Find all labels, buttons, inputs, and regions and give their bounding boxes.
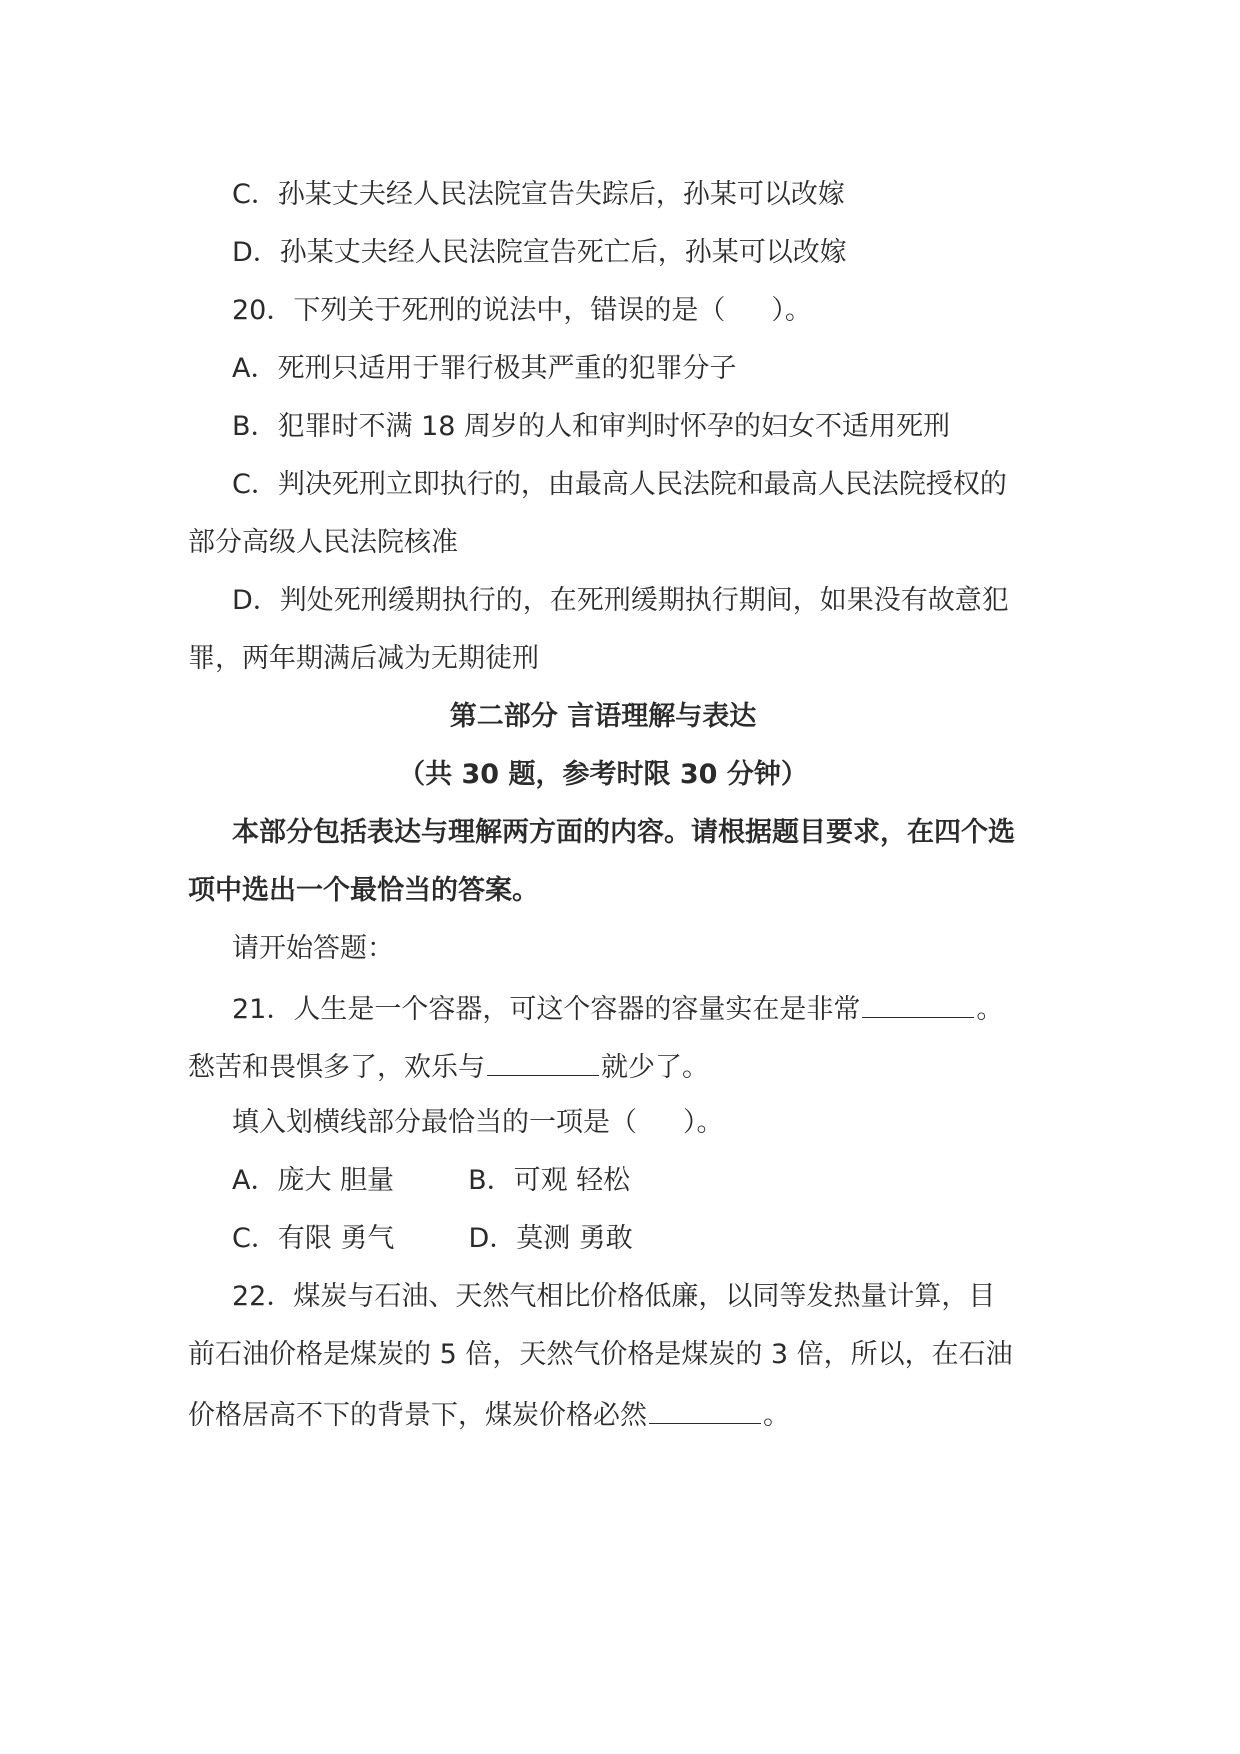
q21-stem-end: 就少了。 xyxy=(601,1052,709,1083)
section-subtitle: （共 30 题，参考时限 30 分钟） xyxy=(398,759,808,790)
section-intro-line2: 项中选出一个最恰当的答案。 xyxy=(188,875,539,906)
q20-option-c-line2: 部分高级人民法院核准 xyxy=(188,527,458,558)
q20-option-c-line1: C．判决死刑立即执行的，由最高人民法院和最高人民法院授权的 xyxy=(232,469,1007,500)
q22-stem-line2: 前石油价格是煤炭的 5 倍，天然气价格是煤炭的 3 倍，所以，在石油 xyxy=(188,1339,1013,1370)
q20-option-d-line1: D．判处死刑缓期执行的，在死刑缓期执行期间，如果没有故意犯 xyxy=(232,585,1009,616)
q19-option-d: D．孙某丈夫经人民法院宣告死亡后，孙某可以改嫁 xyxy=(232,237,847,268)
q21-options-row2 xyxy=(0,1219,1240,1259)
q21-stem-text: 21．人生是一个容器，可这个容器的容量实在是非常 xyxy=(232,994,861,1025)
q20-option-b: B．犯罪时不满 18 周岁的人和审判时怀孕的妇女不适用死刑 xyxy=(232,411,951,442)
q21-stem-line1 xyxy=(0,987,1240,1030)
q21-prompt xyxy=(0,1103,1240,1143)
q20-stem-end: ）。 xyxy=(771,295,812,326)
q22-stem-line3 xyxy=(0,1393,1240,1436)
section-intro-line1: 本部分包括表达与理解两方面的内容。请根据题目要求，在四个选 xyxy=(232,817,1015,848)
q21-option-b: B．可观 轻松 xyxy=(468,1165,631,1196)
q20-option-d-line2: 罪，两年期满后减为无期徒刑 xyxy=(188,643,539,674)
q19-option-c: C．孙某丈夫经人民法院宣告失踪后，孙某可以改嫁 xyxy=(232,179,845,210)
fill-blank xyxy=(487,1045,599,1076)
q21-stem-text-2: 愁苦和畏惧多了，欢乐与 xyxy=(188,1052,485,1083)
q21-prompt-end: ）。 xyxy=(683,1107,724,1138)
q20-stem-text: 20．下列关于死刑的说法中，错误的是（ xyxy=(232,295,726,326)
q21-options-row1 xyxy=(0,1161,1240,1201)
q22-stem-line1: 22．煤炭与石油、天然气相比价格低廉，以同等发热量计算，目 xyxy=(232,1281,996,1312)
q21-stem-line2 xyxy=(0,1045,1240,1088)
q21-option-a: A．庞大 胆量 xyxy=(232,1165,395,1196)
q22-stem-end: 。 xyxy=(763,1400,790,1431)
q21-prompt-text: 填入划横线部分最恰当的一项是（ xyxy=(232,1107,637,1138)
q20-option-a: A．死刑只适用于罪行极其严重的犯罪分子 xyxy=(232,353,737,384)
q21-stem-punct: 。 xyxy=(976,994,1004,1025)
start-prompt: 请开始答题： xyxy=(232,933,394,964)
q20-stem xyxy=(0,291,1240,331)
q21-option-c: C．有限 勇气 xyxy=(232,1223,395,1254)
q22-stem-text: 价格居高不下的背景下，煤炭价格必然 xyxy=(188,1400,647,1431)
fill-blank xyxy=(649,1393,761,1424)
fill-blank xyxy=(862,987,974,1018)
q21-option-d: D．莫测 勇敢 xyxy=(468,1223,633,1254)
section-title: 第二部分 言语理解与表达 xyxy=(449,701,757,732)
